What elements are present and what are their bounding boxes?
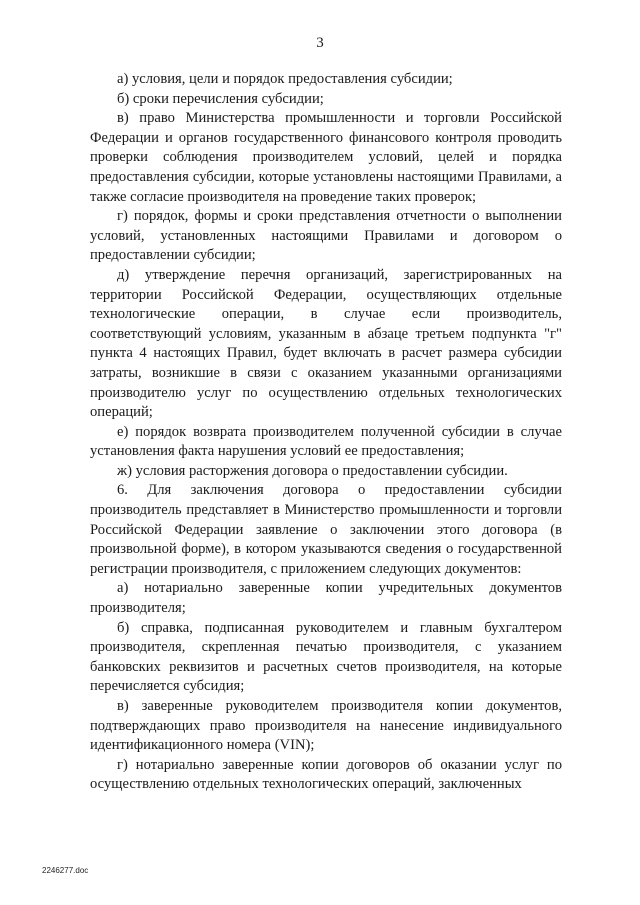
paragraph-5zh: ж) условия расторжения договора о предоставлении субсидии. xyxy=(117,462,508,479)
paragraph-5v: в) право Министерства промышленности и торговли Российской Федерации и органов государственного финансового контроля проводить проверки соблюдения производителем условий, целей и порядка предоставления субсидии, которые установлены настоящими Правилами, а также согласие производителя на проведение таких проверок; xyxy=(90,110,562,205)
paragraph-5d: д) утверждение перечня организаций, зарегистрированных на территории Российской Федерации, осуществляющих отдельные технологические операции, в случае если производитель, соответствующий условиям, указанным в абзаце третьем подпункта "г" пункта 4 настоящих Правил, будет включать в расчет размера субсидии затраты, возникшие в связи с оказанием указанными организациями производителю услуг по осуществлению отдельных технологических операций; xyxy=(90,266,562,421)
paragraph-5b: б) сроки перечисления субсидии; xyxy=(117,90,324,107)
page-number: 3 xyxy=(316,35,324,51)
paragraph-6b: б) справка, подписанная руководителем и главным бухгалтером производителя, скрепленная печатью производителя, с указанием банковских реквизитов и расчетных счетов производителя, на которые перечисляется субсидия; xyxy=(90,619,562,695)
paragraph-5g: г) порядок, формы и сроки представления отчетности о выполнении условий, установленных настоящими Правилами и договором о предоставлении субсидии; xyxy=(90,208,562,264)
footer-filename: 2246277.doc xyxy=(42,866,89,875)
document-body xyxy=(90,70,562,795)
paragraph-6: 6. Для заключения договора о предоставлении субсидии производитель представляет в Министерство промышленности и торговли Российской Федерации заявление о заключении этого договора (в произвольной форме), в котором указываются сведения о государственной регистрации производителя, с приложением следующих документов: xyxy=(90,482,562,577)
paragraph-6g: г) нотариально заверенные копии договоров об оказании услуг по осуществлению отдельных технологических операций, заключенных xyxy=(90,756,562,793)
paragraph-6a: а) нотариально заверенные копии учредительных документов производителя; xyxy=(90,580,562,617)
paragraph-5e: е) порядок возврата производителем полученной субсидии в случае установления факта нарушения условий ее предоставления; xyxy=(90,423,562,460)
paragraph-5a: а) условия, цели и порядок предоставления субсидии; xyxy=(117,71,453,87)
paragraph-6v: в) заверенные руководителем производителя копии документов, подтверждающих право производителя на нанесение индивидуального идентификационного номера (VIN); xyxy=(90,698,562,754)
